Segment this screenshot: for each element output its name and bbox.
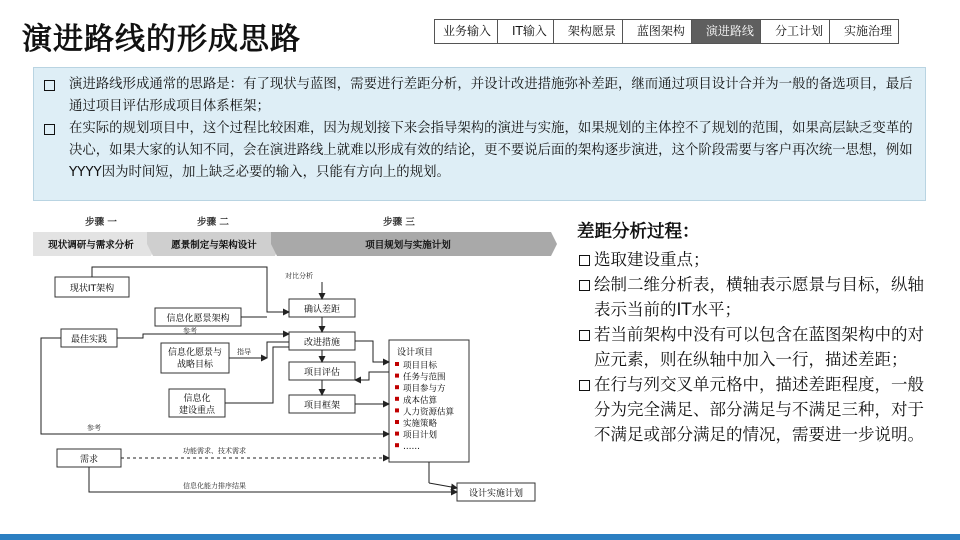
box-focus-label-1: 信息化 xyxy=(183,394,211,404)
project-design-title: 设计项目 xyxy=(397,348,434,358)
box-best-practice-label: 最佳实践 xyxy=(70,335,108,345)
intro-bullet xyxy=(42,74,915,118)
gap-analysis-steps xyxy=(577,220,937,447)
box-vision-arch-label: 信息化愿景架构 xyxy=(166,314,230,324)
gap-analysis-diagram xyxy=(33,212,563,512)
project-design-bullet xyxy=(395,362,399,366)
bottom-accent-bar xyxy=(0,534,960,540)
phase-name-1: 现状调研与需求分析 xyxy=(48,240,134,251)
box-current-it-label: 现状IT架构 xyxy=(69,284,115,294)
phase-step-2: 步骤 二 xyxy=(197,217,229,228)
intro-bullet xyxy=(42,118,915,184)
connector-focus xyxy=(225,347,289,403)
checkbox-icon xyxy=(44,80,55,91)
project-design-bullet xyxy=(395,385,399,389)
nav-step-it-input[interactable]: IT输入 xyxy=(497,19,554,44)
box-improve-label: 改进措施 xyxy=(303,338,341,348)
phase-name-3: 项目规划与实施计划 xyxy=(365,240,451,251)
box-vision-goal-label-2: 战略目标 xyxy=(176,360,214,370)
page-title: 演进路线的形成思路 xyxy=(22,22,301,57)
nav-step-arch-vision[interactable]: 架构愿景 xyxy=(553,19,623,44)
project-design-item: 项目计划 xyxy=(403,430,438,441)
connector-priority xyxy=(89,467,457,492)
intro-panel xyxy=(33,67,926,201)
phase-step-1: 步骤 一 xyxy=(85,217,117,228)
box-framework-label: 项目框架 xyxy=(303,401,341,411)
analysis-item xyxy=(577,247,937,272)
checkbox-icon xyxy=(579,255,590,266)
project-design-bullet xyxy=(395,408,399,412)
project-design-item: 项目参与方 xyxy=(403,384,446,395)
box-demand-label: 需求 xyxy=(79,455,99,465)
label-reference-1: 参考 xyxy=(183,327,197,335)
intro-bullet-text: 演进路线形成通常的思路是：有了现状与蓝图，需要进行差距分析，并设计改进措施弥补差距，继而通过项目设计合并为一般的备选项目，最后通过项目评估形成项目体系框架； xyxy=(69,77,913,114)
project-design-item: 实施策略 xyxy=(403,419,438,429)
nav-step-blueprint[interactable]: 蓝图架构 xyxy=(622,19,692,44)
label-priority: 信息化能力排序结果 xyxy=(183,482,246,490)
box-vision-goal-label-1: 信息化愿景与 xyxy=(167,348,223,358)
project-design-bullet xyxy=(395,397,399,401)
box-evaluate-label: 项目评估 xyxy=(303,368,341,378)
project-design-bullet xyxy=(395,443,399,447)
connector-guide-2 xyxy=(267,342,289,358)
connector-best-practice xyxy=(117,334,289,338)
checkbox-icon xyxy=(579,330,590,341)
project-design-item: 成本估算 xyxy=(403,395,438,406)
process-nav xyxy=(434,19,898,44)
project-design-item: 任务与范围 xyxy=(403,372,446,383)
phase-step-3: 步骤 三 xyxy=(383,217,415,228)
nav-step-work-plan[interactable]: 分工计划 xyxy=(760,19,830,44)
project-design-bullet xyxy=(395,374,399,378)
project-design-bullet xyxy=(395,420,399,424)
label-compare: 对比分析 xyxy=(285,272,313,280)
project-design-item: …… xyxy=(403,442,420,453)
analysis-item xyxy=(577,322,937,372)
checkbox-icon xyxy=(579,380,590,391)
intro-bullet-text: 在实际的规划项目中，这个过程比较困难，因为规划接下来会指导架构的演进与实施，如果规划的主体控不了规划的范围，如果高层缺乏变革的决心，如果大家的认知不同，会在演进路线上就难以形成有效的结论，更不要说后面的架构逐步演进，这个阶段需要与客户再次统一思想，例如YYYY因为时间短，加上缺乏必要的输入，只能有方向上的规划。 xyxy=(69,121,913,180)
nav-step-business-input[interactable]: 业务输入 xyxy=(434,19,498,44)
phase-name-2: 愿景制定与架构设计 xyxy=(171,240,257,251)
project-design-bullet xyxy=(395,432,399,436)
analysis-item-text: 选取建设重点； xyxy=(594,250,710,269)
project-design-item: 项目目标 xyxy=(403,361,438,371)
analysis-item xyxy=(577,372,937,447)
checkbox-icon xyxy=(579,280,590,291)
analysis-item-text: 在行与列交叉单元格中，描述差距程度，一般分为完全满足、部分满足与不满足三种，对于不满足或部分满足的情况，需要进一步说明。 xyxy=(594,375,924,444)
label-reference-2: 参考 xyxy=(87,424,101,432)
connector-design-impl-2 xyxy=(429,483,457,488)
analysis-item-text: 绘制二维分析表，横轴表示愿景与目标，纵轴表示当前的IT水平； xyxy=(594,275,924,319)
analysis-item xyxy=(577,272,937,322)
analysis-item-text: 若当前架构中没有可以包含在蓝图架构中的对应元素，则在纵轴中加入一行，描述差距； xyxy=(594,325,924,369)
box-impl-plan-label: 设计实施计划 xyxy=(468,489,524,499)
connector-improve-design xyxy=(355,341,389,362)
label-func-tech: 功能需求、技术需求 xyxy=(183,447,246,455)
box-confirm-gap-label: 确认差距 xyxy=(303,305,341,315)
analysis-heading: 差距分析过程： xyxy=(577,222,700,242)
label-guide: 指导 xyxy=(237,348,251,356)
checkbox-icon xyxy=(44,124,55,135)
connector-design-eval xyxy=(355,372,389,380)
nav-step-roadmap[interactable]: 演进路线 xyxy=(691,19,761,44)
nav-step-governance[interactable]: 实施治理 xyxy=(829,19,899,44)
project-design-item: 人力资源估算 xyxy=(403,407,455,418)
box-focus-label-2: 建设重点 xyxy=(178,406,216,416)
